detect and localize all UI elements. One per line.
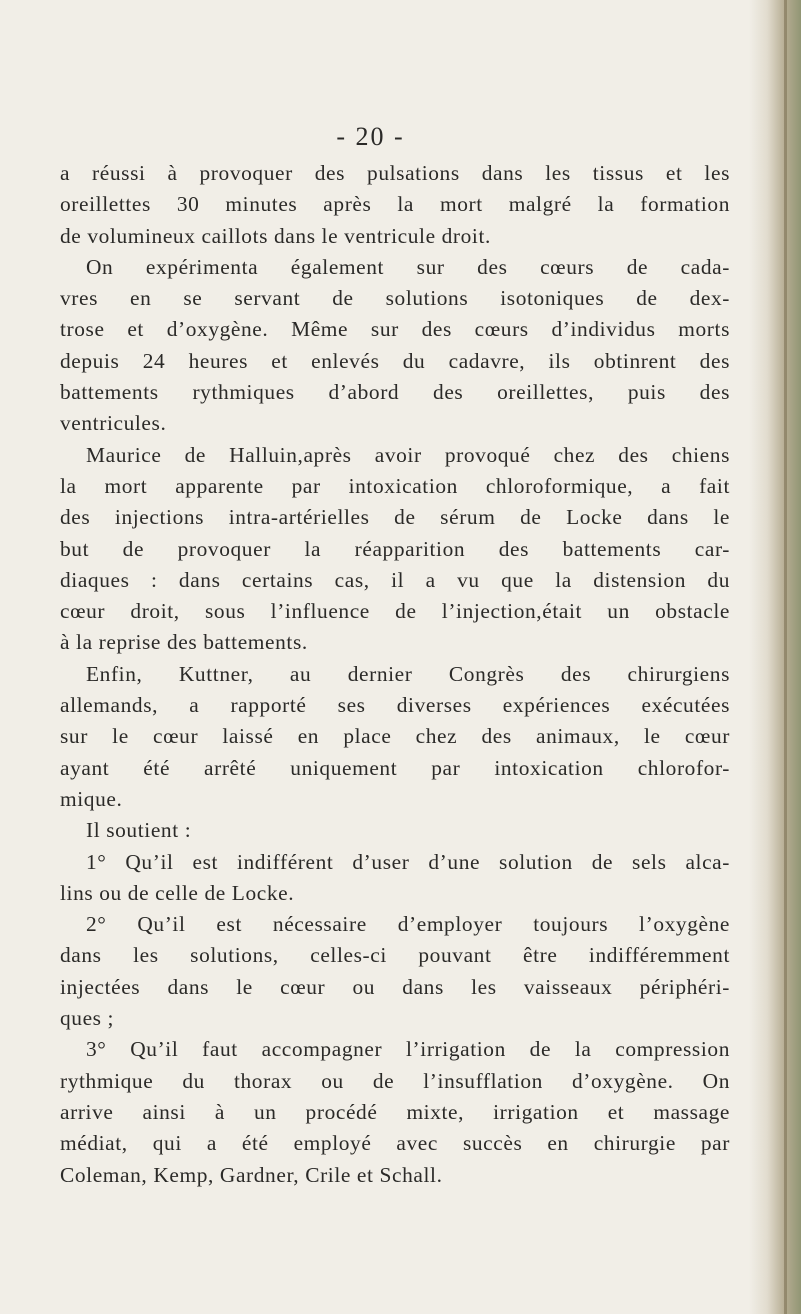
text-line: trose et d’oxygène. Même sur des cœurs d’individus morts	[60, 317, 730, 342]
text-line: but de provoquer la réapparition des battements car-	[60, 536, 730, 561]
paragraph	[60, 440, 730, 659]
page-number: - 20 -	[336, 122, 405, 151]
text-line: lins ou de celle de Locke.	[60, 880, 295, 905]
paragraph	[60, 847, 730, 910]
text-line: la mort apparente par intoxication chloroformique, a fait	[60, 473, 730, 498]
text-line: arrive ainsi à un procédé mixte, irrigation et massage	[60, 1099, 730, 1124]
text-line: On expérimenta également sur des cœurs de cada-	[86, 254, 730, 279]
text-line: a réussi à provoquer des pulsations dans les tissus et les	[60, 161, 730, 185]
text-line: depuis 24 heures et enlevés du cadavre, ils obtinrent des	[60, 348, 730, 373]
text-line: dans les solutions, celles-ci pouvant être indifféremment	[60, 943, 730, 968]
text-line: ques ;	[60, 1006, 115, 1031]
paragraph	[60, 1034, 730, 1190]
text-line: allemands, a rapporté ses diverses expériences exécutées	[60, 693, 730, 718]
text-line: Il soutient :	[86, 818, 192, 843]
text-line: sur le cœur laissé en place chez des animaux, le cœur	[60, 724, 730, 749]
text-line: battements rythmiques d’abord des oreillettes, puis des	[60, 380, 730, 405]
paragraph	[60, 158, 730, 252]
text-line: mique.	[60, 786, 123, 811]
paragraph	[60, 909, 730, 1034]
paragraph	[60, 815, 730, 846]
paragraph	[60, 252, 730, 440]
page-binding-shadow	[749, 0, 801, 1314]
text-line: 2° Qu’il est nécessaire d’employer toujours l’oxygène	[86, 912, 730, 937]
text-line: ayant été arrêté uniquement par intoxication chlorofor-	[60, 755, 730, 780]
text-line: de volumineux caillots dans le ventricule droit.	[60, 223, 491, 248]
text-line: médiat, qui a été employé avec succès en chirurgie par	[60, 1131, 730, 1156]
text-line: à la reprise des battements.	[60, 630, 308, 655]
text-line: Coleman, Kemp, Gardner, Crile et Schall.	[60, 1162, 443, 1187]
text-line: injectées dans le cœur ou dans les vaisseaux périphéri-	[60, 974, 730, 999]
text-line: rythmique du thorax ou de l’insufflation d’oxygène. On	[60, 1068, 730, 1093]
text-line: diaques : dans certains cas, il a vu que la distension du	[60, 567, 730, 592]
text-line: 3° Qu’il faut accompagner l’irrigation de la compression	[86, 1037, 730, 1062]
text-line: cœur droit, sous l’influence de l’injection,était un obstacle	[60, 599, 730, 624]
text-line: Maurice de Halluin,après avoir provoqué chez des chiens	[86, 442, 730, 467]
text-line: vres en se servant de solutions isotoniques de dex-	[60, 286, 730, 311]
text-line: ventricules.	[60, 411, 167, 436]
text-line: des injections intra-artérielles de sérum de Locke dans le	[60, 505, 730, 530]
text-line: Enfin, Kuttner, au dernier Congrès des chirurgiens	[86, 661, 730, 686]
text-line: oreillettes 30 minutes après la mort malgré la formation	[60, 192, 730, 217]
text-line: 1° Qu’il est indifférent d’user d’une solution de sels alca-	[86, 849, 730, 874]
body-text	[60, 158, 730, 1191]
page-binding-edge	[784, 0, 787, 1314]
paragraph	[60, 659, 730, 815]
